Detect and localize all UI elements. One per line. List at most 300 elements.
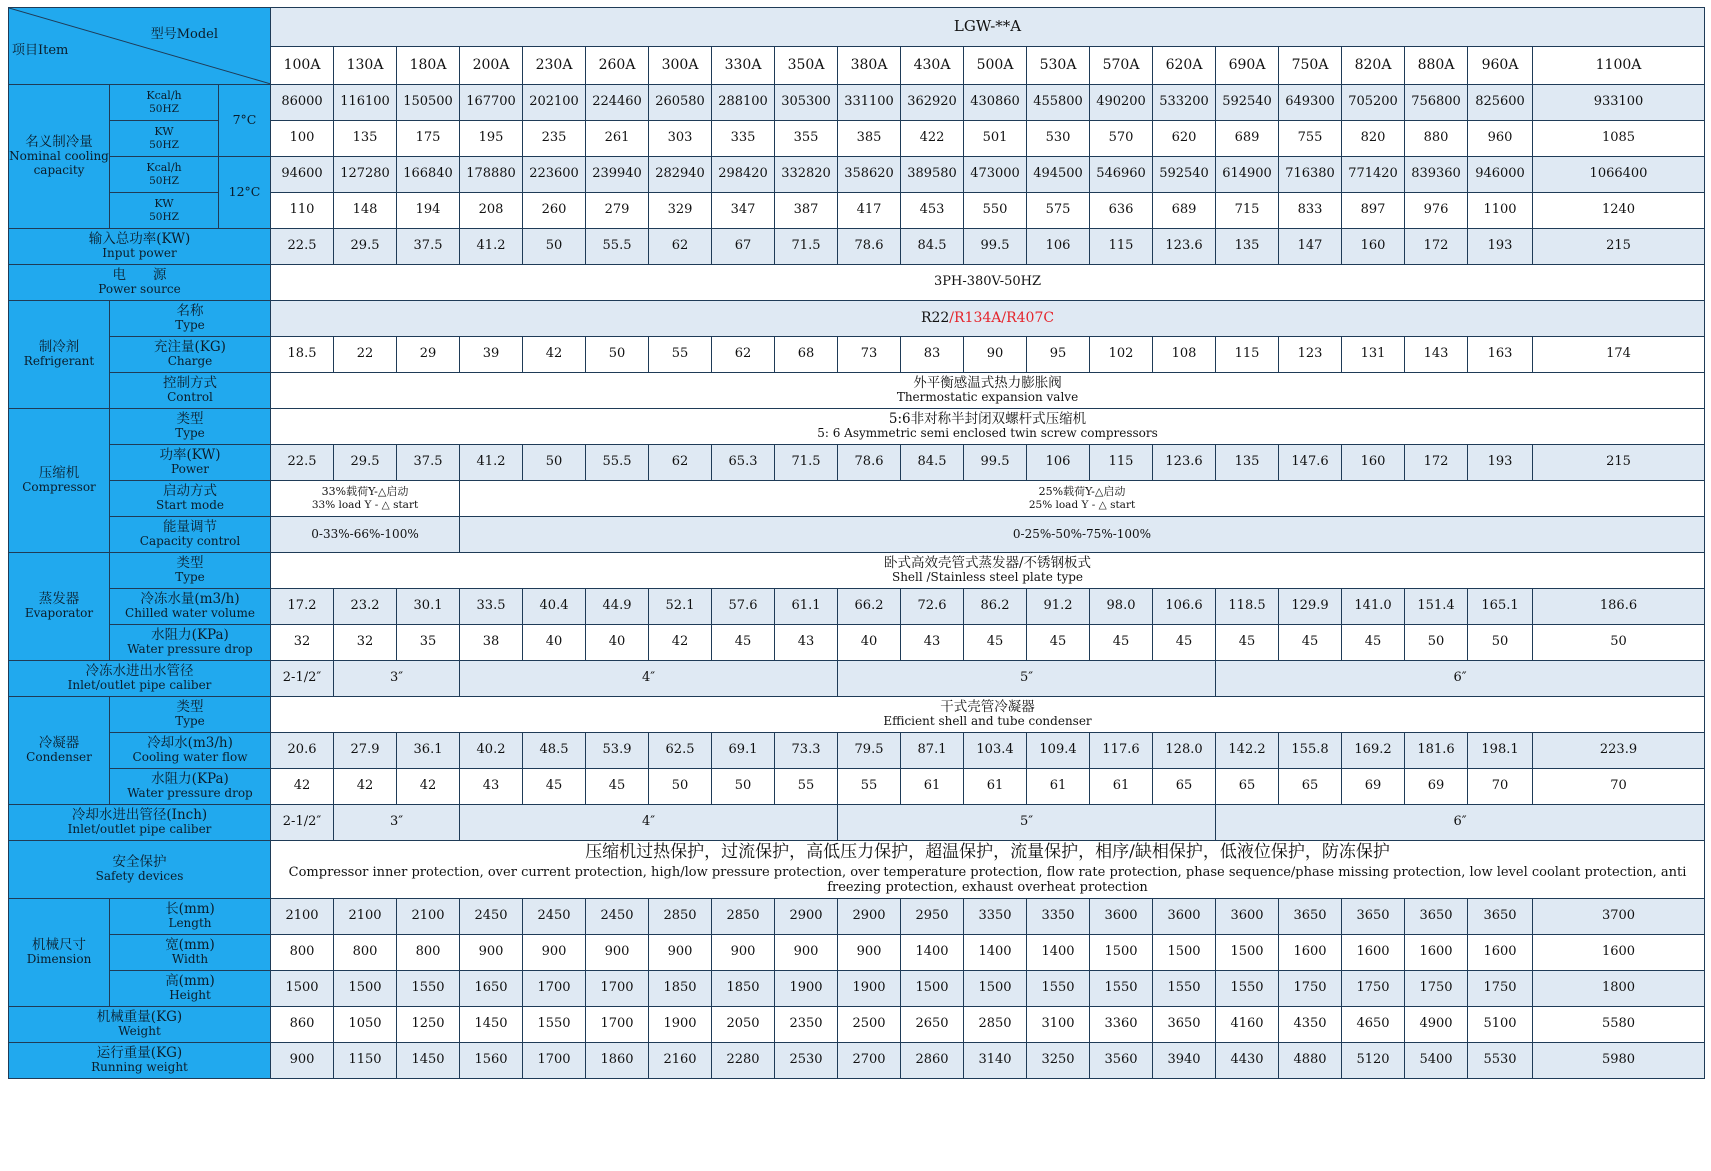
power-source-row	[9, 265, 1705, 301]
value-cell: 223600	[523, 157, 586, 193]
value-cell: 933100	[1533, 85, 1705, 121]
value-cell: 33.5	[460, 589, 523, 625]
length-row	[9, 899, 1705, 935]
value-cell: 22	[334, 337, 397, 373]
value-cell: 42	[334, 769, 397, 805]
value-cell: 167700	[460, 85, 523, 121]
value-cell: 86000	[271, 85, 334, 121]
value-cell: 5980	[1533, 1043, 1705, 1079]
value-cell: 2850	[649, 899, 712, 935]
value-cell: 800	[334, 935, 397, 971]
value-cell: 385	[838, 121, 901, 157]
compressor-type-value: 5:6非对称半封闭双螺杆式压缩机 5: 6 Asymmetric semi enclosed twin screw compressors	[271, 409, 1705, 445]
value-cell: 41.2	[460, 445, 523, 481]
value-cell: 5530	[1468, 1043, 1533, 1079]
value-cell: 900	[523, 935, 586, 971]
value-cell: 55	[775, 769, 838, 805]
condenser-drop-row	[9, 769, 1705, 805]
value-cell: 689	[1216, 121, 1279, 157]
model-header: 型号Model	[150, 27, 219, 42]
value-cell: 30.1	[397, 589, 460, 625]
value-cell: 756800	[1405, 85, 1468, 121]
value-cell: 900	[586, 935, 649, 971]
model-cell: 330A	[712, 46, 775, 85]
value-cell: 1600	[1279, 935, 1342, 971]
value-cell: 48.5	[523, 733, 586, 769]
value-cell: 422	[901, 121, 964, 157]
evaporator-type-value: 卧式高效壳管式蒸发器/不锈钢板式 Shell /Stainless steel plate type	[271, 553, 1705, 589]
value-cell: 103.4	[964, 733, 1027, 769]
height-row	[9, 971, 1705, 1007]
condenser-type-label: 类型 Type	[110, 697, 271, 733]
value-cell: 2100	[397, 899, 460, 935]
value-cell: 533200	[1153, 85, 1216, 121]
value-cell: 45	[1027, 625, 1090, 661]
value-cell: 1250	[397, 1007, 460, 1043]
cooling-pipe-cell: 2-1/2″	[271, 805, 334, 841]
value-cell: 880	[1405, 121, 1468, 157]
value-cell: 897	[1342, 193, 1405, 229]
value-cell: 72.6	[901, 589, 964, 625]
value-cell: 208	[460, 193, 523, 229]
value-cell: 279	[586, 193, 649, 229]
value-cell: 68	[775, 337, 838, 373]
value-cell: 115	[1090, 445, 1153, 481]
evaporator-drop-label: 水阻力(KPa) Water pressure drop	[110, 625, 271, 661]
value-cell: 1550	[1216, 971, 1279, 1007]
value-cell: 65.3	[712, 445, 775, 481]
chilled-pipe-cell: 2-1/2″	[271, 661, 334, 697]
power-source-value: 3PH-380V-50HZ	[271, 265, 1705, 301]
value-cell: 1750	[1342, 971, 1405, 1007]
evaporator-type-label: 类型 Type	[110, 553, 271, 589]
value-cell: 50	[1468, 625, 1533, 661]
value-cell: 575	[1027, 193, 1090, 229]
value-cell: 215	[1533, 445, 1705, 481]
value-cell: 5120	[1342, 1043, 1405, 1079]
value-cell: 40.4	[523, 589, 586, 625]
value-cell: 900	[649, 935, 712, 971]
model-cell: 690A	[1216, 46, 1279, 85]
value-cell: 261	[586, 121, 649, 157]
value-cell: 198.1	[1468, 733, 1533, 769]
value-cell: 820	[1342, 121, 1405, 157]
model-cell: 500A	[964, 46, 1027, 85]
value-cell: 87.1	[901, 733, 964, 769]
value-cell: 110	[271, 193, 334, 229]
value-cell: 172	[1405, 445, 1468, 481]
model-cell: 880A	[1405, 46, 1468, 85]
value-cell: 1550	[1027, 971, 1090, 1007]
temp-12-label: 12°C	[219, 157, 271, 229]
model-cell: 750A	[1279, 46, 1342, 85]
value-cell: 3350	[1027, 899, 1090, 935]
value-cell: 1500	[1153, 935, 1216, 971]
value-cell: 160	[1342, 445, 1405, 481]
value-cell: 1700	[586, 1007, 649, 1043]
value-cell: 362920	[901, 85, 964, 121]
value-cell: 43	[460, 769, 523, 805]
value-cell: 1900	[649, 1007, 712, 1043]
value-cell: 839360	[1405, 157, 1468, 193]
value-cell: 79.5	[838, 733, 901, 769]
value-cell: 715	[1216, 193, 1279, 229]
value-cell: 50	[712, 769, 775, 805]
dimension-label: 机械尺寸 Dimension	[9, 899, 110, 1007]
value-cell: 186.6	[1533, 589, 1705, 625]
value-cell: 2700	[838, 1043, 901, 1079]
refrigerant-control-row	[9, 373, 1705, 409]
temp-7-label: 7°C	[219, 85, 271, 157]
running-weight-row	[9, 1043, 1705, 1079]
item-header: 项目Item	[12, 43, 69, 58]
value-cell: 1560	[460, 1043, 523, 1079]
value-cell: 109.4	[1027, 733, 1090, 769]
value-cell: 62.5	[649, 733, 712, 769]
value-cell: 41.2	[460, 229, 523, 265]
value-cell: 62	[649, 229, 712, 265]
value-cell: 1450	[397, 1043, 460, 1079]
value-cell: 3600	[1153, 899, 1216, 935]
value-cell: 2850	[712, 899, 775, 935]
value-cell: 1600	[1405, 935, 1468, 971]
value-cell: 4430	[1216, 1043, 1279, 1079]
value-cell: 38	[460, 625, 523, 661]
value-cell: 45	[523, 769, 586, 805]
value-cell: 40	[838, 625, 901, 661]
value-cell: 155.8	[1279, 733, 1342, 769]
chilled-pipe-cell: 6″	[1216, 661, 1705, 697]
value-cell: 45	[1090, 625, 1153, 661]
value-cell: 1600	[1342, 935, 1405, 971]
condenser-type-row	[9, 697, 1705, 733]
value-cell: 148	[334, 193, 397, 229]
value-cell: 50	[523, 445, 586, 481]
spec-sheet	[8, 7, 1705, 1079]
value-cell: 636	[1090, 193, 1153, 229]
value-cell: 689	[1153, 193, 1216, 229]
value-cell: 142.2	[1216, 733, 1279, 769]
chilled-pipe-cell: 4″	[460, 661, 838, 697]
value-cell: 27.9	[334, 733, 397, 769]
value-cell: 800	[397, 935, 460, 971]
model-cell: 130A	[334, 46, 397, 85]
value-cell: 3100	[1027, 1007, 1090, 1043]
refrigerant-charge-label: 充注量(KG) Charge	[110, 337, 271, 373]
kw-unit-label: KW 50HZ	[110, 121, 219, 157]
value-cell: 239940	[586, 157, 649, 193]
value-cell: 900	[838, 935, 901, 971]
value-cell: 800	[271, 935, 334, 971]
value-cell: 2900	[775, 899, 838, 935]
value-cell: 29.5	[334, 229, 397, 265]
value-cell: 530	[1027, 121, 1090, 157]
safety-value: 压缩机过热保护，过流保护，高低压力保护，超温保护，流量保护，相序/缺相保护，低液位保护，防冻保护 Compressor inner protection, over current protection, high/low pressure protection, over temperature protection, flow rate protection, phase sequence/phase missing protection, low level coolant protection, anti freezing protection, exhaust overheat protection	[271, 841, 1705, 899]
value-cell: 430860	[964, 85, 1027, 121]
value-cell: 106.6	[1153, 589, 1216, 625]
value-cell: 55.5	[586, 229, 649, 265]
value-cell: 55.5	[586, 445, 649, 481]
value-cell: 3700	[1533, 899, 1705, 935]
value-cell: 4650	[1342, 1007, 1405, 1043]
value-cell: 150500	[397, 85, 460, 121]
value-cell: 755	[1279, 121, 1342, 157]
value-cell: 99.5	[964, 445, 1027, 481]
value-cell: 592540	[1216, 85, 1279, 121]
value-cell: 174	[1533, 337, 1705, 373]
kcal-unit-label: Kcal/h 50HZ	[110, 85, 219, 121]
value-cell: 329	[649, 193, 712, 229]
value-cell: 355	[775, 121, 838, 157]
capacity-control-b: 0-25%-50%-75%-100%	[460, 517, 1705, 553]
evaporator-label: 蒸发器 Evaporator	[9, 553, 110, 661]
value-cell: 69	[1342, 769, 1405, 805]
model-cell: 260A	[586, 46, 649, 85]
value-cell: 5580	[1533, 1007, 1705, 1043]
value-cell: 3140	[964, 1043, 1027, 1079]
refrigerant-control-label: 控制方式 Control	[110, 373, 271, 409]
value-cell: 32	[334, 625, 397, 661]
value-cell: 61	[1027, 769, 1090, 805]
evaporator-drop-row	[9, 625, 1705, 661]
value-cell: 131	[1342, 337, 1405, 373]
value-cell: 976	[1405, 193, 1468, 229]
value-cell: 1750	[1279, 971, 1342, 1007]
value-cell: 2450	[460, 899, 523, 935]
value-cell: 20.6	[271, 733, 334, 769]
value-cell: 1850	[649, 971, 712, 1007]
value-cell: 455800	[1027, 85, 1090, 121]
value-cell: 298420	[712, 157, 775, 193]
value-cell: 55	[649, 337, 712, 373]
series-title: LGW-**A	[271, 8, 1705, 47]
value-cell: 1860	[586, 1043, 649, 1079]
value-cell: 1700	[523, 1043, 586, 1079]
value-cell: 453	[901, 193, 964, 229]
value-cell: 55	[838, 769, 901, 805]
value-cell: 3250	[1027, 1043, 1090, 1079]
value-cell: 473000	[964, 157, 1027, 193]
refrigerant-charge-row	[9, 337, 1705, 373]
value-cell: 106	[1027, 229, 1090, 265]
value-cell: 389580	[901, 157, 964, 193]
value-cell: 620	[1153, 121, 1216, 157]
value-cell: 1500	[901, 971, 964, 1007]
value-cell: 18.5	[271, 337, 334, 373]
value-cell: 65	[1153, 769, 1216, 805]
compressor-start-row	[9, 481, 1705, 517]
value-cell: 62	[649, 445, 712, 481]
model-cell: 430A	[901, 46, 964, 85]
value-cell: 128.0	[1153, 733, 1216, 769]
value-cell: 71.5	[775, 445, 838, 481]
value-cell: 123.6	[1153, 229, 1216, 265]
value-cell: 61.1	[775, 589, 838, 625]
model-cell: 960A	[1468, 46, 1533, 85]
condenser-type-value: 干式壳管冷凝器 Efficient shell and tube condenser	[271, 697, 1705, 733]
compressor-power-row	[9, 445, 1705, 481]
value-cell: 50	[649, 769, 712, 805]
cooling-kcal-12-row	[9, 157, 1705, 193]
value-cell: 42	[397, 769, 460, 805]
value-cell: 3650	[1279, 899, 1342, 935]
value-cell: 43	[775, 625, 838, 661]
value-cell: 40	[523, 625, 586, 661]
value-cell: 2450	[586, 899, 649, 935]
value-cell: 44.9	[586, 589, 649, 625]
refrigerant-type-row	[9, 301, 1705, 337]
model-cell: 570A	[1090, 46, 1153, 85]
power-source-label: 电 源 Power source	[9, 265, 271, 301]
value-cell: 215	[1533, 229, 1705, 265]
value-cell: 115	[1090, 229, 1153, 265]
value-cell: 50	[523, 229, 586, 265]
value-cell: 1450	[460, 1007, 523, 1043]
value-cell: 1500	[271, 971, 334, 1007]
value-cell: 90	[964, 337, 1027, 373]
value-cell: 135	[1216, 445, 1279, 481]
value-cell: 181.6	[1405, 733, 1468, 769]
value-cell: 2900	[838, 899, 901, 935]
weight-label: 机械重量(KG) Weight	[9, 1007, 271, 1043]
value-cell: 1050	[334, 1007, 397, 1043]
value-cell: 65	[1279, 769, 1342, 805]
value-cell: 2530	[775, 1043, 838, 1079]
value-cell: 1500	[1090, 935, 1153, 971]
model-cell: 620A	[1153, 46, 1216, 85]
evaporator-flow-label: 冷冻水量(m3/h) Chilled water volume	[110, 589, 271, 625]
value-cell: 1600	[1468, 935, 1533, 971]
value-cell: 1400	[901, 935, 964, 971]
refrigerant-type-label: 名称 Type	[110, 301, 271, 337]
evaporator-flow-row	[9, 589, 1705, 625]
value-cell: 70	[1468, 769, 1533, 805]
model-cell: 530A	[1027, 46, 1090, 85]
value-cell: 106	[1027, 445, 1090, 481]
value-cell: 45	[964, 625, 1027, 661]
value-cell: 494500	[1027, 157, 1090, 193]
condenser-flow-label: 冷却水(m3/h) Cooling water flow	[110, 733, 271, 769]
value-cell: 1700	[523, 971, 586, 1007]
condenser-drop-label: 水阻力(KPa) Water pressure drop	[110, 769, 271, 805]
value-cell: 2050	[712, 1007, 775, 1043]
compressor-power-label: 功率(KW) Power	[110, 445, 271, 481]
value-cell: 52.1	[649, 589, 712, 625]
value-cell: 45	[1216, 625, 1279, 661]
chilled-pipe-cell: 5″	[838, 661, 1216, 697]
value-cell: 331100	[838, 85, 901, 121]
value-cell: 141.0	[1342, 589, 1405, 625]
value-cell: 160	[1342, 229, 1405, 265]
value-cell: 305300	[775, 85, 838, 121]
value-cell: 223.9	[1533, 733, 1705, 769]
refrigerant-control-value: 外平衡感温式热力膨胀阀 Thermostatic expansion valve	[271, 373, 1705, 409]
value-cell: 50	[1405, 625, 1468, 661]
value-cell: 193	[1468, 229, 1533, 265]
value-cell: 62	[712, 337, 775, 373]
value-cell: 592540	[1153, 157, 1216, 193]
value-cell: 946000	[1468, 157, 1533, 193]
value-cell: 202100	[523, 85, 586, 121]
value-cell: 4900	[1405, 1007, 1468, 1043]
value-cell: 83	[901, 337, 964, 373]
value-cell: 67	[712, 229, 775, 265]
value-cell: 2350	[775, 1007, 838, 1043]
value-cell: 61	[964, 769, 1027, 805]
compressor-type-label: 类型 Type	[110, 409, 271, 445]
value-cell: 1085	[1533, 121, 1705, 157]
cooling-pipe-cell: 6″	[1216, 805, 1705, 841]
value-cell: 45	[1279, 625, 1342, 661]
value-cell: 1550	[1090, 971, 1153, 1007]
value-cell: 4160	[1216, 1007, 1279, 1043]
value-cell: 2100	[334, 899, 397, 935]
value-cell: 135	[334, 121, 397, 157]
value-cell: 123	[1279, 337, 1342, 373]
cooling-pipe-cell: 5″	[838, 805, 1216, 841]
value-cell: 73	[838, 337, 901, 373]
value-cell: 716380	[1279, 157, 1342, 193]
value-cell: 501	[964, 121, 1027, 157]
model-cell: 200A	[460, 46, 523, 85]
value-cell: 332820	[775, 157, 838, 193]
value-cell: 1700	[586, 971, 649, 1007]
value-cell: 78.6	[838, 445, 901, 481]
value-cell: 2850	[964, 1007, 1027, 1043]
value-cell: 99.5	[964, 229, 1027, 265]
value-cell: 102	[1090, 337, 1153, 373]
value-cell: 705200	[1342, 85, 1405, 121]
value-cell: 172	[1405, 229, 1468, 265]
refrigerant-type-value: R22/R134A/R407C	[271, 301, 1705, 337]
value-cell: 69	[1405, 769, 1468, 805]
value-cell: 39	[460, 337, 523, 373]
value-cell: 3650	[1342, 899, 1405, 935]
value-cell: 22.5	[271, 229, 334, 265]
model-cell: 100A	[271, 46, 334, 85]
value-cell: 825600	[1468, 85, 1533, 121]
value-cell: 833	[1279, 193, 1342, 229]
input-power-label: 输入总功率(KW) Input power	[9, 229, 271, 265]
value-cell: 1600	[1533, 935, 1705, 971]
value-cell: 224460	[586, 85, 649, 121]
value-cell: 100	[271, 121, 334, 157]
value-cell: 4350	[1279, 1007, 1342, 1043]
value-cell: 900	[712, 935, 775, 971]
value-cell: 45	[1342, 625, 1405, 661]
value-cell: 2650	[901, 1007, 964, 1043]
value-cell: 193	[1468, 445, 1533, 481]
value-cell: 1900	[775, 971, 838, 1007]
value-cell: 169.2	[1342, 733, 1405, 769]
value-cell: 4880	[1279, 1043, 1342, 1079]
cooling-pipe-cell: 3″	[334, 805, 460, 841]
value-cell: 40.2	[460, 733, 523, 769]
value-cell: 36.1	[397, 733, 460, 769]
start-mode-a: 33%载荷Y-△启动 33% load Y - △ start	[271, 481, 460, 517]
cooling-kcal-7-row	[9, 85, 1705, 121]
compressor-capacity-row	[9, 517, 1705, 553]
value-cell: 195	[460, 121, 523, 157]
refrigerant-label: 制冷剂 Refrigerant	[9, 301, 110, 409]
value-cell: 1500	[964, 971, 1027, 1007]
value-cell: 166840	[397, 157, 460, 193]
condenser-flow-row	[9, 733, 1705, 769]
value-cell: 3560	[1090, 1043, 1153, 1079]
value-cell: 5100	[1468, 1007, 1533, 1043]
value-cell: 614900	[1216, 157, 1279, 193]
value-cell: 94600	[271, 157, 334, 193]
